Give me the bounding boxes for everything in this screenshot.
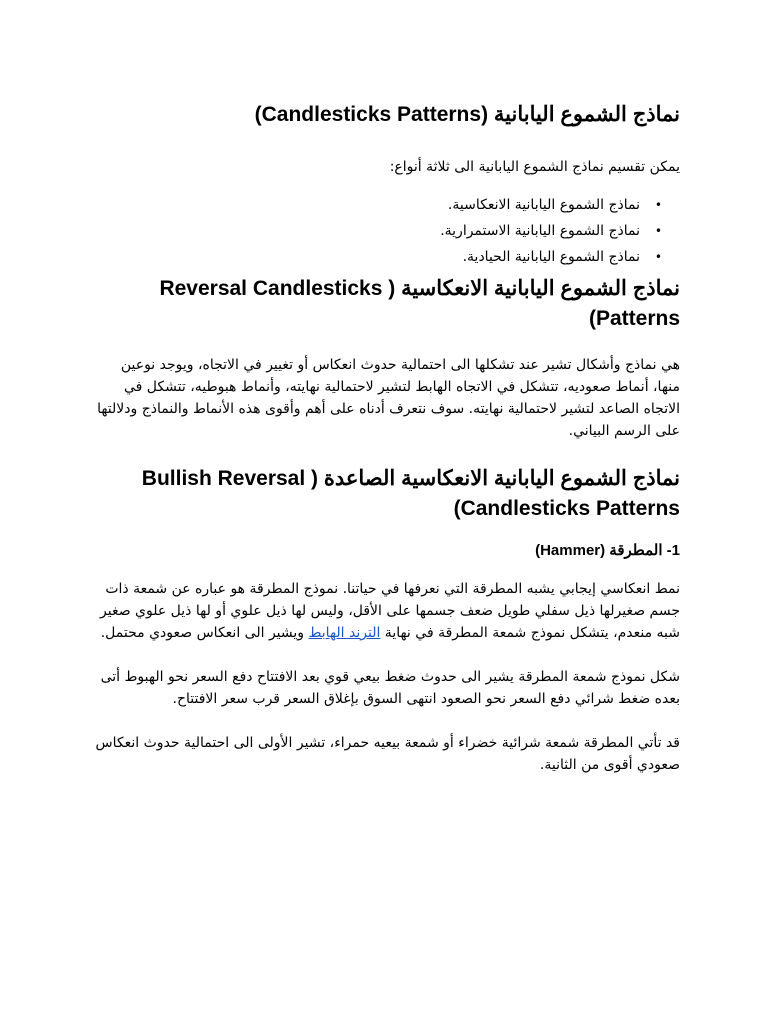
reversal-paragraph: هي نماذج وأشكال تشير عند تشكلها الى احتمالية حدوث انعكاس أو تغيير في الاتجاه، ويوجد نوعين منها، أنماط صعوديه، تتشكل في الاتجاه الهابط لتشير لاحتمالية نهايته، وأنماط هبوطيه، تتشكل في الاتجاه الصاعد لتشير لاحتمالية نهايته. سوف نتعرف أدناه على أهم وأقوى هذه الأنماط والنماذج ودلالتها على الرسم البياني. xyxy=(97,357,680,439)
shape-paragraph: شكل نموذج شمعة المطرقة يشير الى حدوث ضغط بيعي قوي بعد الافتتاح دفع السعر نحو الهبوط أتى بعده ضغط شرائي دفع السعر نحو الصعود انتهى السوق بإغلاق السعر قرب سعر الافتتاح. xyxy=(100,669,680,707)
downtrend-link[interactable]: الترند الهابط xyxy=(308,625,381,641)
intro-paragraph: يمكن تقسيم نماذج الشموع اليابانية الى ثلاثة أنواع: xyxy=(389,159,680,175)
bullish-reversal-heading: نماذج الشموع اليابانية الانعكاسية الصاعدة ( Bullish Reversal Candlesticks Patterns) xyxy=(141,467,680,520)
list-item-text: نماذج الشموع اليابانية الانعكاسية. xyxy=(447,197,640,213)
hammer-heading: 1- المطرقة (Hammer) xyxy=(535,542,680,559)
hammer-text-end: ويشير الى انعكاس صعودي محتمل. xyxy=(100,625,309,641)
hammer-text-start: نمط انعكاسي إيجابي يشبه المطرقة التي نعرفها في حياتنا. نموذج المطرقة هو عباره عن شمعة ذات جسم صغيرلها ذيل سفلي طويل ضعف جسمها على الأقل، وليس لها ذيل علوي أو لها ذيل علوي صغير شبه منعدم، يتشكل نموذج شمعة المطرقة في نهاية xyxy=(100,581,680,641)
list-item xyxy=(90,192,662,218)
bullet-icon: • xyxy=(654,250,662,264)
document-page xyxy=(90,100,680,776)
list-item-text: نماذج الشموع اليابانية الاستمرارية. xyxy=(440,223,640,239)
bullet-icon: • xyxy=(654,224,662,238)
reversal-heading: نماذج الشموع اليابانية الانعكاسية ( Reversal Candlesticks Patterns) xyxy=(159,277,680,330)
list-item xyxy=(90,218,662,244)
list-item-text: نماذج الشموع اليابانية الحيادية. xyxy=(462,249,640,265)
pattern-types-list xyxy=(90,192,680,270)
document-title: نماذج الشموع اليابانية (Candlesticks Patterns) xyxy=(254,103,680,126)
hammer-paragraph xyxy=(90,578,680,644)
bullet-icon: • xyxy=(654,198,662,212)
list-item xyxy=(90,244,662,270)
colors-paragraph: قد تأتي المطرقة شمعة شرائية خضراء أو شمعة بيعيه حمراء، تشير الأولى الى احتمالية حدوث انعكاس صعودي أقوى من الثانية. xyxy=(95,735,680,773)
